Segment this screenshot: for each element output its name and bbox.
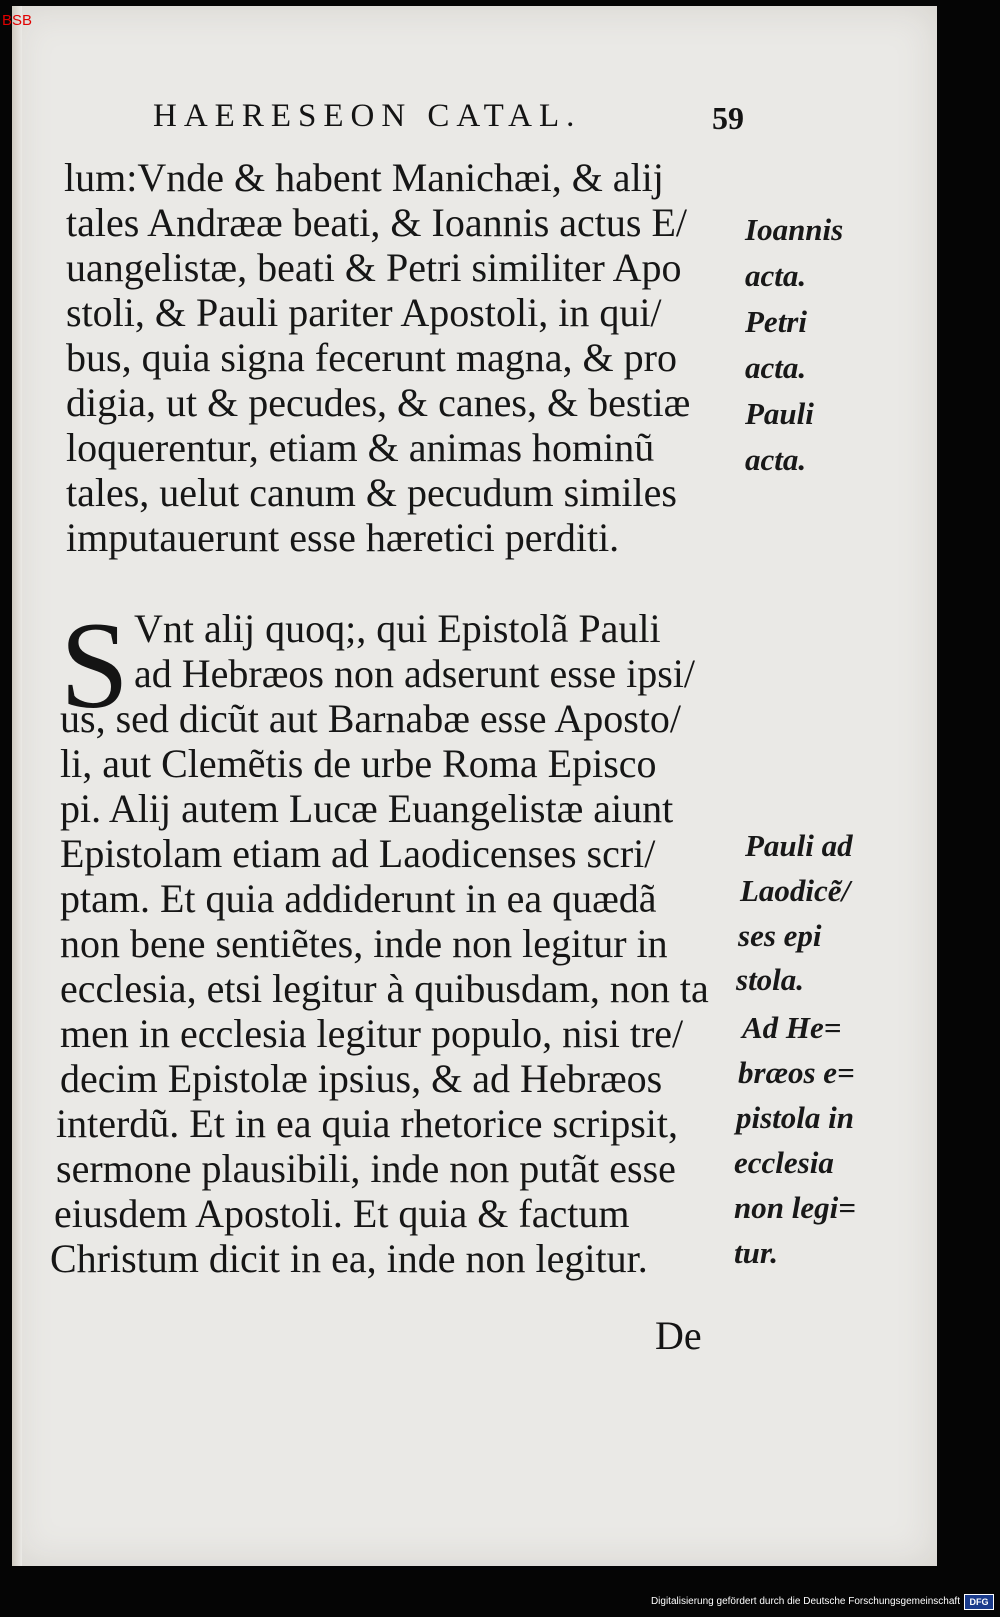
margin-note: Pauli	[745, 396, 814, 431]
text-line: uangelistæ, beati & Petri similiter Apo	[66, 245, 682, 290]
text-line: pi. Alij autem Lucæ Euangelistæ aiunt	[60, 786, 674, 831]
margin-note: acta.	[745, 442, 807, 477]
catchword: De	[655, 1313, 702, 1358]
text-line: men in ecclesia legitur populo, nisi tre/	[60, 1011, 684, 1056]
margin-note: bræos e=	[738, 1055, 855, 1090]
margin-note: tur.	[734, 1235, 778, 1270]
text-line: Vnt alij quoq;, qui Epistolã Pauli	[134, 606, 661, 651]
text-line: digia, ut & pecudes, & canes, & bestiæ	[66, 380, 691, 425]
dfg-logo-icon: DFG	[964, 1594, 994, 1610]
drop-cap-initial: S	[60, 597, 129, 734]
text-line: ecclesia, etsi legitur à quibusdam, non ta	[60, 966, 709, 1011]
margin-note: stola.	[736, 962, 805, 997]
library-stamp: BSB	[2, 12, 33, 29]
text-line: stoli, & Pauli pariter Apostoli, in qui/	[66, 290, 662, 335]
margin-note: Laodicẽ/	[740, 873, 851, 908]
text-line: decim Epistolæ ipsius, & ad Hebræos	[60, 1056, 663, 1101]
text-line: ad Hebræos non adserunt esse ipsi/	[134, 651, 696, 696]
text-line: us, sed dicũt aut Barnabæ esse Aposto/	[60, 696, 682, 741]
page-number: 59	[712, 100, 744, 136]
margin-note: Ioannis	[745, 212, 844, 247]
text-line: loquerentur, etiam & animas hominũ	[66, 425, 655, 470]
digitization-credit: Digitalisierung gefördert durch die Deutsche Forschungsgemeinschaft	[650, 1596, 960, 1607]
margin-note: Pauli ad	[745, 828, 853, 863]
text-line: sermone plausibili, inde non putãt esse	[56, 1146, 676, 1191]
margin-note: non legi=	[734, 1190, 856, 1225]
margin-note: ses epi	[738, 918, 822, 953]
margin-note: ecclesia	[734, 1145, 834, 1180]
margin-note: pistola in	[736, 1100, 855, 1135]
text-line: tales, uelut canum & pecudum similes	[66, 470, 677, 515]
text-line: Christum dicit in ea, inde non legitur.	[50, 1236, 648, 1281]
margin-note: acta.	[745, 350, 807, 385]
text-line: Epistolam etiam ad Laodicenses scri/	[60, 831, 656, 876]
margin-note: acta.	[745, 258, 807, 293]
margin-note: Ad He=	[742, 1010, 842, 1045]
text-line: li, aut Clemẽtis de urbe Roma Episco	[60, 741, 657, 786]
page-gutter-edge	[12, 6, 22, 1566]
text-line: eiusdem Apostoli. Et quia & factum	[54, 1191, 630, 1236]
text-line: bus, quia signa fecerunt magna, & pro	[66, 335, 677, 380]
text-line: ptam. Et quia addiderunt in ea quædã	[60, 876, 657, 921]
running-title: HAERESEON CATAL.	[153, 98, 582, 134]
text-line: imputauerunt esse hæretici perditi.	[66, 515, 620, 560]
text-line: tales Andrææ beati, & Ioannis actus E/	[66, 200, 687, 245]
text-line: non bene sentiẽtes, inde non legitur in	[60, 921, 668, 966]
text-line: interdũ. Et in ea quia rhetorice scripsit,	[56, 1101, 679, 1146]
text-line: lum:Vnde & habent Manichæi, & alij	[64, 155, 664, 200]
margin-note: Petri	[745, 304, 807, 339]
